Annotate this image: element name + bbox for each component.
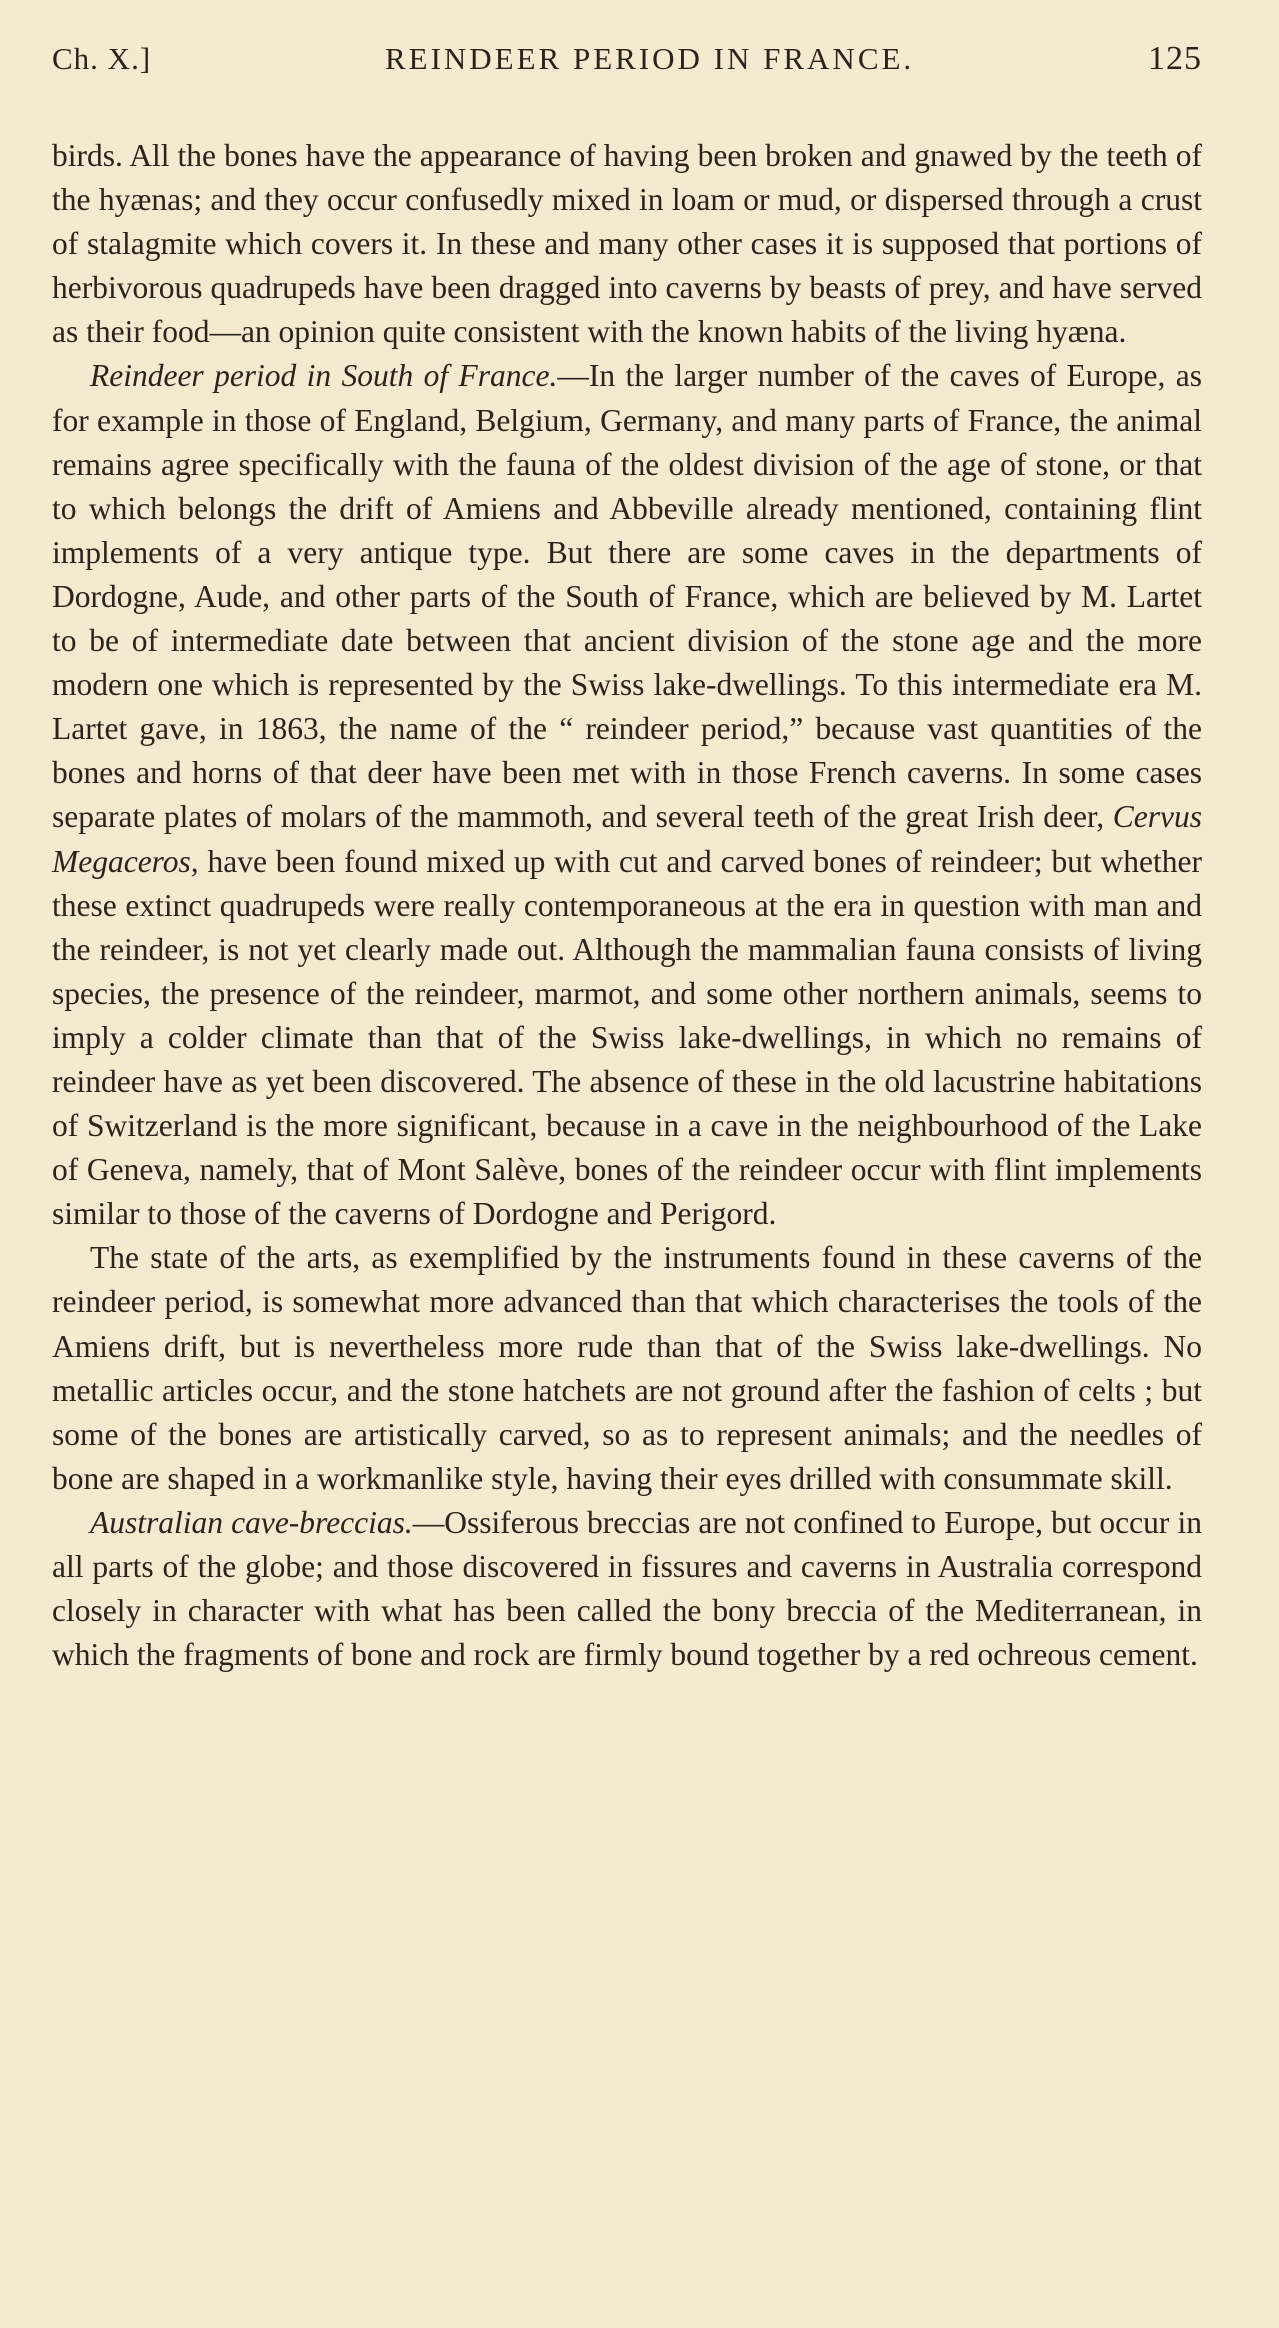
paragraph-4-text: —Ossiferous breccias are not confined to Europe, but occur in all parts of the globe; and those discovered in fissures and caverns in Australia correspond closely in character with what has been called the bony breccia of the Mediterranean, in which the fragments of bone and rock are firmly bound together by a red ochreous cement. [52,1504,1202,1673]
page-number: 125 [1148,40,1202,77]
paragraph-state-of-arts [52,1236,1202,1501]
paragraph-2-text-b: have been found mixed up with cut and carved bones of reindeer; but whether these extinct quadrupeds were really contemporaneous at the era in question with man and the reindeer, is not yet clearly made out. Although the mammalian fauna consists of living species, the presence of the reindeer, marmot, and some other northern animals, seems to imply a colder climate than that of the Swiss lake-dwellings, in which no remains of reindeer have as yet been discovered. The absence of these in the old lacustrine habitations of Switzerland is the more significant, because in a cave in the neighbourhood of the Lake of Geneva, namely, that of Mont Salève, bones of the reindeer occur with flint implements similar to those of the caverns of Dordogne and Perigord. [52,843,1202,1232]
paragraph-3-text: The state of the arts, as exemplified by the instruments found in these caverns of the reindeer period, is somewhat more advanced than that which characterises the tools of the Amiens drift, but is nevertheless more rude than that of the Swiss lake-dwellings. No metallic articles occur, and the stone hatchets are not ground after the fashion of celts ; but some of the bones are artistically carved, so as to represent animals; and the needles of bone are shaped in a workmanlike style, having their eyes drilled with consummate skill. [52,1240,1202,1496]
paragraph-continued [52,134,1202,354]
running-title: REINDEER PERIOD IN FRANCE. [384,41,915,76]
running-head [52,40,1202,90]
chapter-label: Ch. X.] [52,41,152,76]
species-name: Cervus Megaceros, [52,799,1202,879]
paragraph-2-text-a: —In the larger number of the caves of Europe, as for example in those of England, Belgium, Germany, and many parts of France, the animal remains agree specifically with the fauna of the oldest division of the age of stone, or that to which belongs the drift of Amiens and Abbeville already mentioned, containing flint implements of a very antique type. But there are some caves in the departments of Dordogne, Aude, and other parts of the South of France, which are believed by M. Lartet to be of intermediate date between that ancient division of the stone age and the more modern one which is represented by the Swiss lake-dwellings. To this intermediate era M. Lartet gave, in 1863, the name of the “ reindeer period,” because vast quantities of the bones and horns of that deer have been met with in those French caverns. In some cases separate plates of molars of the mammoth, and several teeth of the great Irish deer, [52,358,1203,835]
section-heading-australian-breccias: Australian cave-breccias. [90,1504,413,1540]
page-body [52,134,1202,1677]
section-heading-reindeer-period: Reindeer period in South of France. [90,358,558,394]
paragraph-1-text: birds. All the bones have the appearance of having been broken and gnawed by the teeth of the hyænas; and they occur confusedly mixed in loam or mud, or dispersed through a crust of stalagmite which covers it. In these and many other cases it is supposed that portions of herbivorous quadrupeds have been dragged into caverns by beasts of prey, and have served as their food—an opinion quite consistent with the known habits of the living hyæna. [52,138,1202,350]
book-page [52,40,1202,1677]
paragraph-reindeer-period [52,354,1202,1236]
paragraph-australian-breccias [52,1501,1202,1677]
